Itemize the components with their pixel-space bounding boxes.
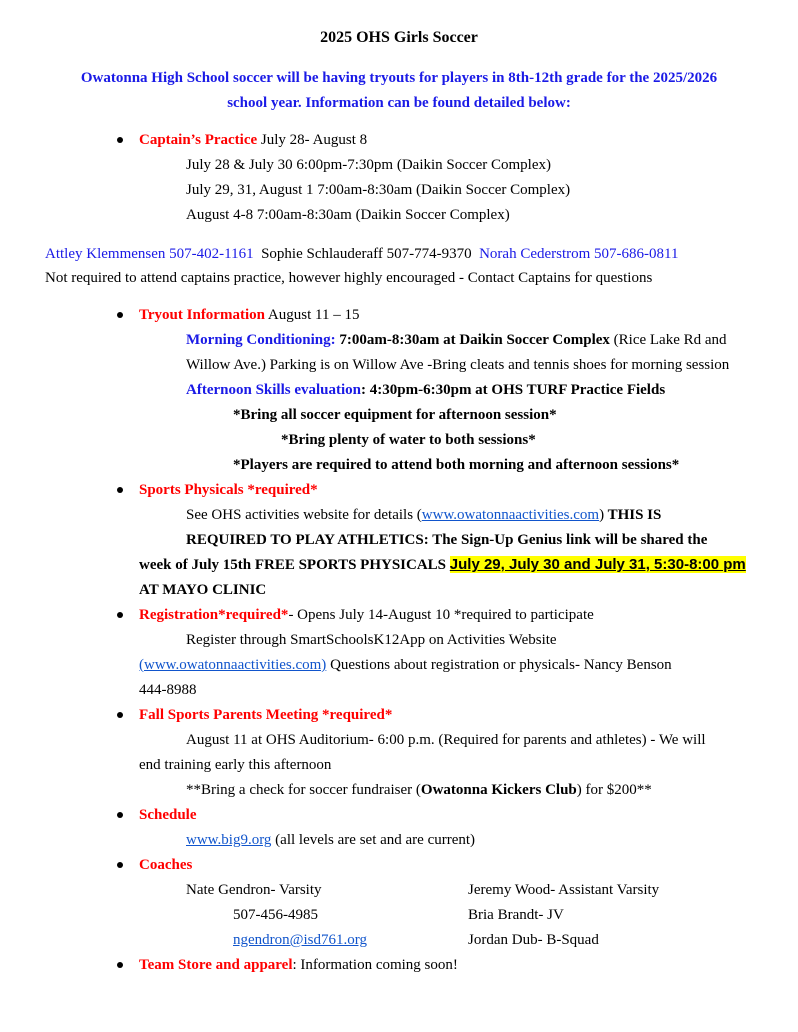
parents-meeting-line-1: August 11 at OHS Auditorium- 6:00 p.m. (Required for parents and athletes) - We will <box>186 732 706 748</box>
captains-note: Not required to attend captains practice, however highly encouraged - Contact Captains for questions <box>45 270 653 286</box>
bullet-icon <box>117 862 123 868</box>
physicals-location: AT MAYO CLINIC <box>139 582 267 598</box>
captain-contact: Sophie Schlauderaff 507-774-9370 <box>261 246 472 262</box>
assistant-coach: Bria Brandt- JV <box>468 907 564 923</box>
physicals-heading: Sports Physicals *required* <box>139 482 318 498</box>
bullet-icon <box>117 612 123 618</box>
morning-conditioning-line <box>186 330 727 350</box>
intro-line-2: school year. Information can be found detailed below: <box>227 95 571 111</box>
head-coach: Nate Gendron- Varsity <box>186 882 322 898</box>
coaches-heading: Coaches <box>139 857 193 873</box>
afternoon-skills-detail: : 4:30pm-6:30pm at OHS TURF Practice Fields <box>361 382 666 398</box>
tryout-note: *Bring all soccer equipment for afternoon session* <box>233 407 557 423</box>
registration-heading: Registration*required* <box>139 607 289 623</box>
tryout-heading: Tryout Information <box>139 307 265 323</box>
registration-questions: Questions about registration or physicals- Nancy Benson <box>326 657 672 673</box>
schedule-heading: Schedule <box>139 807 197 823</box>
assistant-coach: Jeremy Wood- Assistant Varsity <box>468 882 660 898</box>
registration-heading-line <box>139 605 594 625</box>
intro-line-1: Owatonna High School soccer will be having tryouts for players in 8th-12th grade for the 2025/2026 <box>80 70 718 86</box>
team-store-heading: Team Store and apparel <box>139 957 293 973</box>
morning-location: (Rice Lake Rd and <box>609 332 727 348</box>
head-coach-email-link[interactable]: ngendron@isd761.org <box>233 932 367 948</box>
morning-location-line-2: Willow Ave.) Parking is on Willow Ave -Bring cleats and tennis shoes for morning session <box>186 357 730 373</box>
registration-dates: - Opens July 14-August 10 *required to participate <box>288 607 594 623</box>
bullet-icon <box>117 312 123 318</box>
schedule-link[interactable]: www.big9.org <box>186 832 272 848</box>
assistant-coach: Jordan Dub- B-Squad <box>468 932 599 948</box>
physicals-free-text: week of July 15th FREE SPORTS PHYSICALS <box>139 557 450 573</box>
captain-contact: Attley Klemmensen 507-402-1161 <box>45 246 254 262</box>
schedule-line <box>186 830 475 850</box>
captains-practice-heading: Captain’s Practice <box>139 132 258 148</box>
team-store-line <box>139 955 458 975</box>
practice-session: August 4-8 7:00am-8:30am (Daikin Soccer Complex) <box>186 207 510 223</box>
afternoon-skills-label: Afternoon Skills evaluation <box>186 382 362 398</box>
registration-phone: 444-8988 <box>139 682 197 698</box>
bullet-icon <box>117 137 123 143</box>
captain-contact: Norah Cederstrom 507-686-0811 <box>479 246 679 262</box>
fundraiser-pre: **Bring a check for soccer fundraiser ( <box>186 782 421 798</box>
physicals-paren: ) <box>599 507 605 523</box>
registration-line-2: Register through SmartSchoolsK12App on Activities Website <box>186 632 557 648</box>
head-coach-phone: 507-456-4985 <box>233 907 318 923</box>
bullet-icon <box>117 962 123 968</box>
parents-meeting-line-2: end training early this afternoon <box>139 757 332 773</box>
schedule-text: (all levels are set and are current) <box>271 832 476 848</box>
team-store-text: : Information coming soon! <box>292 957 458 973</box>
practice-session: July 29, 31, August 1 7:00am-8:30am (Daikin Soccer Complex) <box>186 182 571 198</box>
physicals-line-2: REQUIRED TO PLAY ATHLETICS: The Sign-Up Genius link will be shared the <box>186 532 708 548</box>
physicals-line-3 <box>139 555 746 575</box>
activities-website-link[interactable]: www.owatonnaactivities.com <box>421 507 600 523</box>
bullet-icon <box>117 712 123 718</box>
afternoon-skills-line <box>186 380 665 400</box>
physicals-dates-highlight: July 29, July 30 and July 31, 5:30-8:00 pm <box>449 556 746 573</box>
fundraiser-line <box>186 780 652 800</box>
captains-contacts <box>45 244 679 264</box>
morning-conditioning-label: Morning Conditioning: <box>186 332 336 348</box>
fundraiser-club: Owatonna Kickers Club <box>420 782 577 798</box>
registration-website-link[interactable]: (www.owatonnaactivities.com) <box>139 657 327 673</box>
parents-meeting-heading: Fall Sports Parents Meeting *required* <box>139 707 393 723</box>
tryout-note: *Bring plenty of water to both sessions* <box>281 432 536 448</box>
practice-session: July 28 & July 30 6:00pm-7:30pm (Daikin Soccer Complex) <box>186 157 551 173</box>
tryout-heading-line <box>139 305 359 325</box>
registration-line-3 <box>139 655 672 675</box>
morning-conditioning-detail: 7:00am-8:30am at Daikin Soccer Complex <box>335 332 610 348</box>
bullet-icon <box>117 812 123 818</box>
page-title: 2025 OHS Girls Soccer <box>320 29 478 46</box>
bullet-icon <box>117 487 123 493</box>
captains-practice-heading-line <box>139 130 367 150</box>
physicals-required-text: THIS IS <box>604 507 662 523</box>
captains-practice-dates: July 28- August 8 <box>257 132 368 148</box>
fundraiser-post: ) for $200** <box>576 782 652 798</box>
physicals-line-1 <box>186 505 661 525</box>
tryout-note: *Players are required to attend both morning and afternoon sessions* <box>233 457 680 473</box>
tryout-dates: August 11 – 15 <box>264 307 360 323</box>
physicals-see-text: See OHS activities website for details ( <box>186 507 422 523</box>
